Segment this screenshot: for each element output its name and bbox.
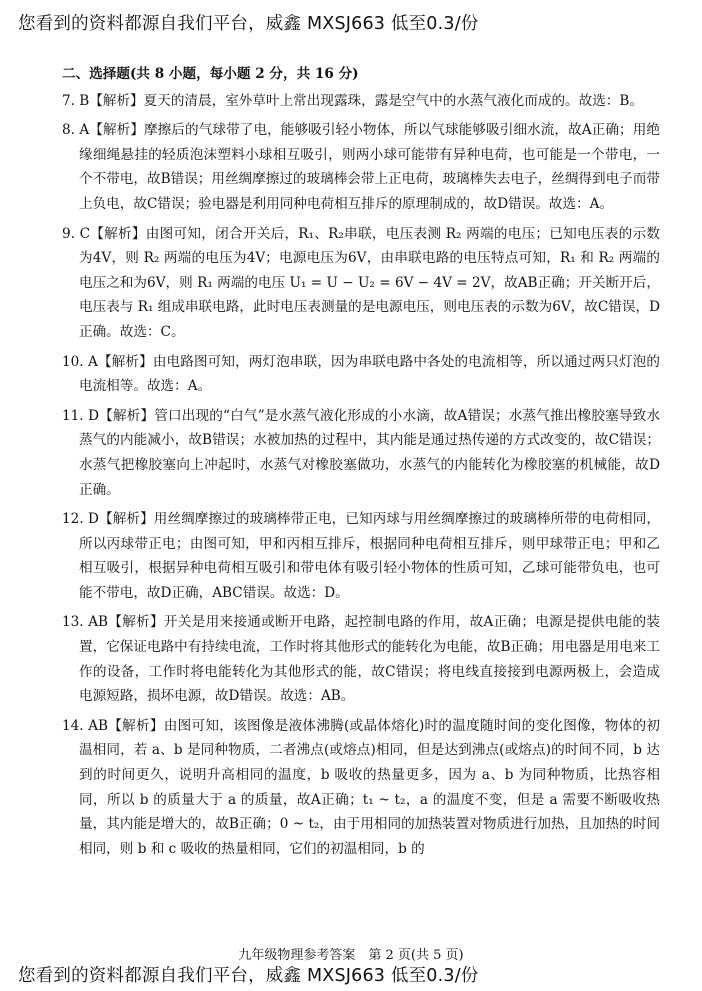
answer-content [62,62,660,866]
answer-item-10: 10. A【解析】由电路图可知，两灯泡串联，因为串联电路中各处的电流相等，所以通过两只灯泡的电流相等。故选：A。 [62,353,660,395]
section-title: 二、选择题(共 8 小题，每小题 2 分，共 16 分) [62,66,359,82]
answer-item-13: 13. AB【解析】开关是用来接通或断开电路，起控制电路的作用，故A正确；电源是提供电能的装置，它保证电路中有持续电流，工作时将其他形式的能转化为电能，故B正确；用电器是用电来工作的设备，工作时将电能转化为其他形式的能，故C错误；将电线直接接到电源两极上，会造成电源短路，损坏电源，故D错误。故选：AB。 [62,614,660,705]
answer-item-14: 14. AB【解析】由图可知，该图像是液体沸腾(或晶体熔化)时的温度随时间的变化图像，物体的初温相同，若 a、b 是同种物质，二者沸点(或熔点)相同，但是达到沸点(或熔点)的时间不同，b 达到的时间更久，说明升高相同的温度，b 吸收的热量更多，因为 a、b 为同种物质，比热容相同，所以 b 的质量大于 a 的质量，故A正确；t₁ ~ t₂，a 的温度不变，但是 a 需要不断吸收热量，其内能是增大的，故B正确；0 ~ t₂，由于用相同的加热装置对物质进行加热，且加热的时间相同，则 b 和 c 吸收的热量相同，它们的初温相同，b 的 [62,717,660,857]
answer-item-9: 9. C【解析】由图可知，闭合开关后，R₁、R₂串联，电压表测 R₂ 两端的电压；已知电压表的示数为4V，则 R₂ 两端的电压为4V；电源电压为6V，由串联电路的电压特点可知，R₁ 和 R₂ 两端的电压之和为6V，则 R₁ 两端的电压 U₁ = U − U₂ = 6V − 4V = 2V，故AB正确；开关断开后，电压表与 R₁ 组成串联电路，此时电压表测量的是电源电压，则电压表的示数为6V，故C错误，D正确。故选：C。 [62,225,660,340]
answer-item-7: 7. B【解析】夏天的清晨，室外草叶上常出现露珠，露是空气中的水蒸气液化而成的。故选：B。 [62,92,644,109]
page-footer: 九年级物理参考答案 第 2 页(共 5 页) [238,948,464,963]
promo-banner-bottom: 您看到的资料都源自我们平台，威鑫 MXSJ663 低至0.3/份 [18,966,479,986]
promo-banner-top: 您看到的资料都源自我们平台，威鑫 MXSJ663 低至0.3/份 [18,14,479,34]
answer-item-8: 8. A【解析】摩擦后的气球带了电，能够吸引轻小物体，所以气球能够吸引细水流，故A正确；用绝缘细绳悬挂的轻质泡沫塑料小球相互吸引，则两小球可能带有异种电荷，也可能是一个带电，一个不带电，故B错误；用丝绸摩擦过的玻璃棒会带上正电荷，玻璃棒失去电子，丝绸得到电子而带上负电，故C错误；验电器是利用同种电荷相互排斥的原理制成的，故D错误。故选：A。 [62,122,660,212]
answer-item-11: 11. D【解析】管口出现的“白气”是水蒸气液化形成的小水滴，故A错误；水蒸气推出橡胶塞导致水蒸气的内能减小，故B错误；水被加热的过程中，其内能是通过热传递的方式改变的，故C错误；水蒸气把橡胶塞向上冲起时，水蒸气对橡胶塞做功，水蒸气的内能转化为橡胶塞的机械能，故D正确。 [62,407,660,498]
answer-item-12: 12. D【解析】用丝绸摩擦过的玻璃棒带正电，已知丙球与用丝绸摩擦过的玻璃棒所带的电荷相同，所以丙球带正电；由图可知，甲和丙相互排斥，根据同种电荷相互排斥，则甲球带正电；甲和乙相互吸引，根据异种电荷相互吸引和带电体有吸引轻小物体的性质可知，乙球可能带负电，也可能不带电，故D正确，ABC错误。故选：D。 [62,511,660,601]
